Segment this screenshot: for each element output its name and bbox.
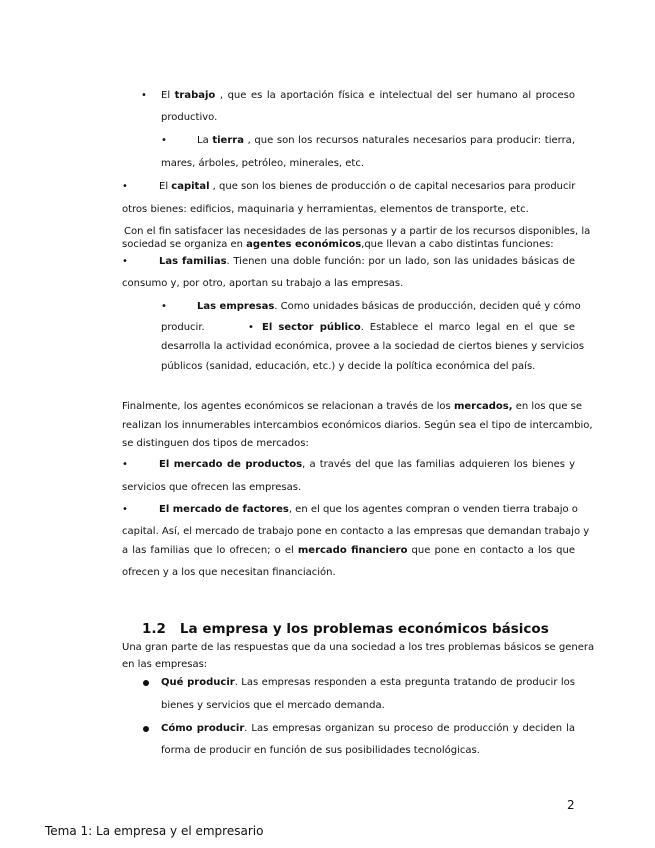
footer-text: Tema 1: La empresa y el empresario: [45, 824, 264, 838]
agent-sector-cont2: públicos (sanidad, educación, etc.) y decide la política económica del país.: [161, 361, 536, 372]
agent-empresas-line: Las empresas. Como unidades básicas de producción, deciden qué y cómo: [197, 301, 581, 312]
market-factores-cont3: ofrecen y a los que necesitan financiación.: [122, 567, 336, 578]
agent-familias-cont: consumo y, por otro, aportan su trabajo a las empresas.: [122, 278, 404, 289]
para2-line3: se distinguen dos tipos de mercados:: [122, 438, 309, 449]
market-factores-cont2: a las familias que lo ofrecen; o el mercado financiero que pone en contacto a los que: [122, 545, 575, 556]
para3-line2: en las empresas:: [122, 659, 208, 670]
problem-como-line: Cómo producir. Las empresas organizan su proceso de producción y deciden la: [161, 723, 575, 734]
para1-line1: Con el fin satisfacer las necesidades de las personas y a partir de los recursos disponibles, la: [124, 226, 591, 237]
agent-empresas-cont: producir.: [161, 322, 205, 333]
market-productos-line: El mercado de productos, a través del que las familias adquieren los bienes y: [159, 459, 575, 470]
market-productos-cont: servicios que ofrecen las empresas.: [122, 482, 302, 493]
problem-como-cont: forma de producir en función de sus posibilidades tecnológicas.: [161, 745, 480, 756]
item-capital-cont: otros bienes: edificios, maquinaria y herramientas, elementos de transporte, etc.: [122, 204, 529, 215]
market-factores-cont1: capital. Así, el mercado de trabajo pone en contacto a las empresas que demandan trabajo y: [122, 526, 590, 537]
bullet: •: [122, 504, 128, 515]
para2-line1: Finalmente, los agentes económicos se relacionan a través de los mercados, en los que se: [122, 401, 583, 412]
bullet: •: [122, 256, 128, 267]
bullet: •: [248, 322, 254, 333]
bullet: •: [122, 459, 128, 470]
para3-line1: Una gran parte de las respuestas que da una sociedad a los tres problemas básicos se genera: [122, 642, 595, 653]
para2-line2: realizan los innumerables intercambios económicos diarios. Según sea el tipo de intercambio,: [122, 420, 593, 431]
item-tierra-cont: mares, árboles, petróleo, minerales, etc.: [161, 158, 365, 169]
problem-que-line: Qué producir. Las empresas responden a esta pregunta tratando de producir los: [161, 677, 575, 688]
para1-line2: sociedad se organiza en agentes económicos,que llevan a cabo distintas funciones:: [122, 239, 554, 250]
bullet: •: [122, 181, 128, 192]
item-capital-line: El capital , que son los bienes de producción o de capital necesarios para producir: [159, 181, 576, 192]
bullet: •: [161, 135, 167, 146]
item-trabajo-line: El trabajo , que es la aportación física e intelectual del ser humano al proceso: [161, 90, 575, 101]
problem-que-cont: bienes y servicios que el mercado demanda.: [161, 700, 385, 711]
bullet-dot: [143, 726, 149, 732]
market-factores-line: El mercado de factores, en el que los agentes compran o venden tierra trabajo o: [159, 504, 578, 515]
agent-sector-cont1: desarrolla la actividad económica, provee a la sociedad de ciertos bienes y servicios: [161, 341, 585, 352]
item-trabajo-cont: productivo.: [161, 112, 218, 123]
bullet: •: [161, 301, 167, 312]
item-tierra-line: La tierra , que son los recursos naturales necesarios para producir: tierra,: [197, 135, 575, 146]
bullet: •: [141, 90, 147, 101]
agent-familias-line: Las familias. Tienen una doble función: por un lado, son las unidades básicas de: [159, 256, 575, 267]
bullet-dot: [143, 680, 149, 686]
section-heading: 1.2 La empresa y los problemas económicos básicos: [142, 621, 549, 637]
page-number: 2: [567, 798, 575, 812]
agent-sector-line: El sector público. Establece el marco legal en el que se: [262, 322, 575, 333]
